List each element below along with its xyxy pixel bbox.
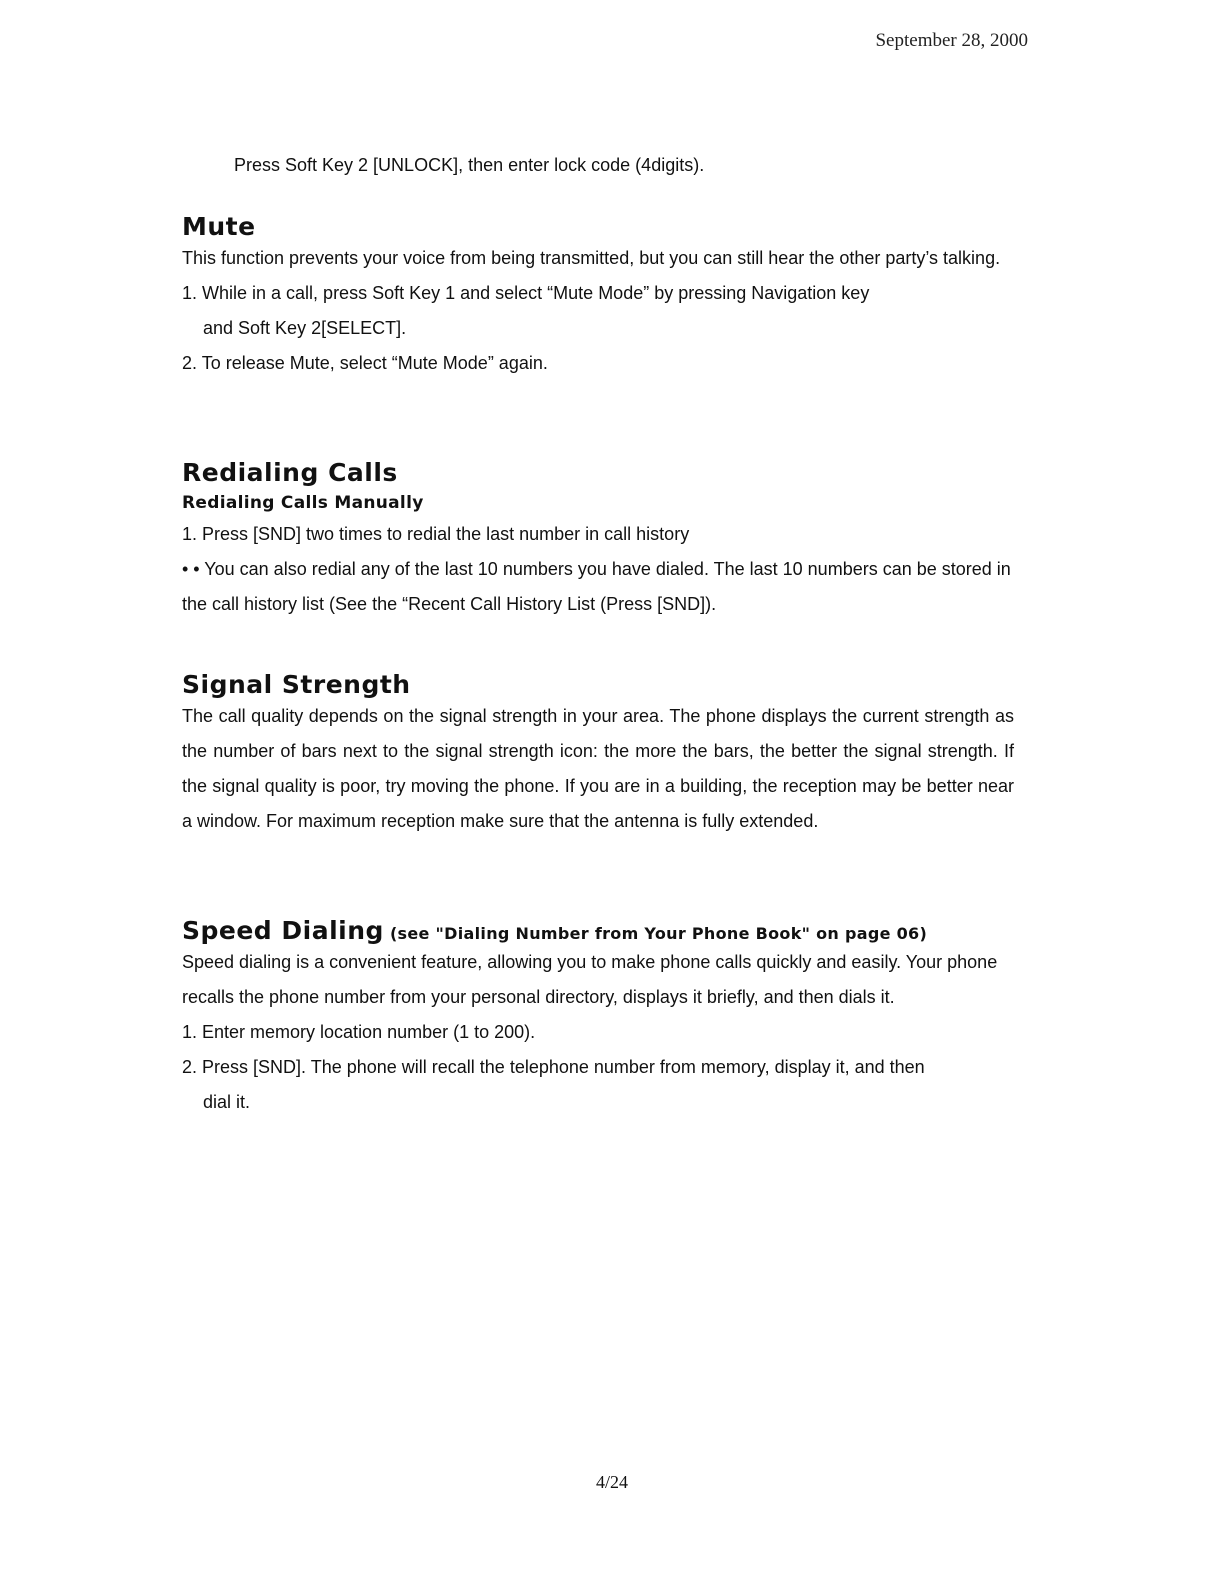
mute-section [182, 212, 1014, 381]
page-number: 4/24 [595, 1472, 628, 1492]
mute-description: This function prevents your voice from being transmitted, but you can still hear the other party’s talking. [182, 248, 1001, 268]
speed-dialing-description: Speed dialing is a convenient feature, allowing you to make phone calls quickly and easily. Your phone recalls the phone number from your personal directory, displays it briefly, and then dials it. [182, 952, 998, 1007]
mute-step-1-continued: and Soft Key 2[SELECT]. [203, 318, 407, 338]
redialing-subheading: Redialing Calls Manually [182, 493, 424, 513]
speed-dialing-title: Speed Dialing [182, 916, 384, 945]
mute-step-1: 1. While in a call, press Soft Key 1 and select “Mute Mode” by pressing Navigation key [182, 283, 870, 303]
mute-heading: Mute [182, 212, 256, 241]
speed-dialing-heading [182, 916, 1014, 945]
page-date: September 28, 2000 [875, 30, 1028, 51]
speed-dialing-reference: (see "Dialing Number from Your Phone Book" on page 06) [389, 924, 928, 943]
signal-section [182, 670, 1014, 839]
signal-description: The call quality depends on the signal strength in your area. The phone displays the current strength as the number of bars next to the signal strength icon: the more the bars, the better the signal strength. If the signal quality is poor, try moving the phone. If you are in a building, the reception may be better near a window. For maximum reception make sure that the antenna is fully extended. [182, 706, 1014, 831]
speed-dialing-section [182, 916, 1014, 1120]
intro-text: Press Soft Key 2 [UNLOCK], then enter lock code (4digits). [234, 155, 705, 175]
mute-step-2: 2. To release Mute, select “Mute Mode” again. [182, 353, 548, 373]
redialing-section [182, 458, 1014, 622]
signal-heading: Signal Strength [182, 670, 411, 699]
speed-dialing-step-1: 1. Enter memory location number (1 to 200). [182, 1022, 536, 1042]
redialing-heading: Redialing Calls [182, 458, 398, 487]
speed-dialing-step-2-continued: dial it. [203, 1092, 251, 1112]
redialing-bullet: • • You can also redial any of the last 10 numbers you have dialed. The last 10 numbers can be stored in the call history list (See the “Recent Call History List (Press [SND]). [182, 559, 1011, 614]
redialing-step-1: 1. Press [SND] two times to redial the last number in call history [182, 524, 690, 544]
speed-dialing-step-2: 2. Press [SND]. The phone will recall the telephone number from memory, display it, and then [182, 1057, 925, 1077]
